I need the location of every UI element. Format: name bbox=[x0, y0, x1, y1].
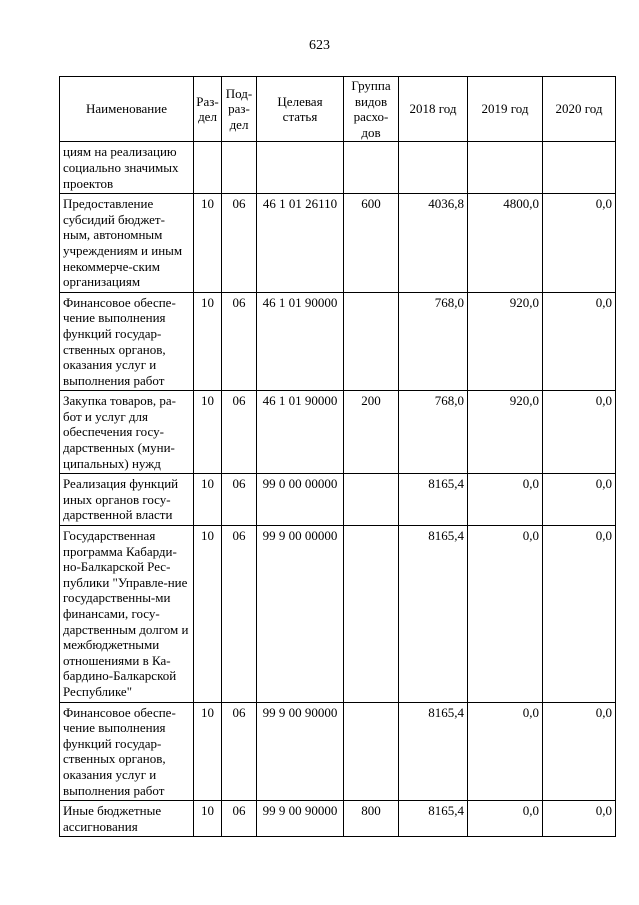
cell-razdel: 10 bbox=[194, 702, 222, 801]
cell-2020: 0,0 bbox=[543, 474, 616, 526]
cell-2018: 4036,8 bbox=[399, 194, 468, 293]
cell-2019 bbox=[468, 142, 543, 194]
cell-2018: 8165,4 bbox=[399, 702, 468, 801]
cell-group: 600 bbox=[344, 194, 399, 293]
cell-2019: 920,0 bbox=[468, 292, 543, 391]
header-podrazdel: Под- раз- дел bbox=[222, 77, 257, 142]
cell-target: 99 9 00 90000 bbox=[257, 801, 344, 837]
page-number: 623 bbox=[309, 38, 330, 53]
cell-podrazdel: 06 bbox=[222, 292, 257, 391]
cell-target: 46 1 01 90000 bbox=[257, 391, 344, 474]
cell-podrazdel: 06 bbox=[222, 702, 257, 801]
cell-2020: 0,0 bbox=[543, 292, 616, 391]
cell-2019: 0,0 bbox=[468, 526, 543, 703]
table-row bbox=[60, 702, 616, 801]
cell-2019: 0,0 bbox=[468, 801, 543, 837]
cell-group bbox=[344, 702, 399, 801]
budget-table bbox=[59, 76, 616, 837]
cell-name: Закупка товаров, ра-бот и услуг для обеспечения госу-дарственных (муни-ципальных) нужд bbox=[60, 391, 194, 474]
cell-razdel: 10 bbox=[194, 801, 222, 837]
cell-2018: 768,0 bbox=[399, 292, 468, 391]
cell-2020: 0,0 bbox=[543, 702, 616, 801]
cell-2020: 0,0 bbox=[543, 801, 616, 837]
cell-razdel: 10 bbox=[194, 526, 222, 703]
cell-razdel: 10 bbox=[194, 391, 222, 474]
cell-razdel: 10 bbox=[194, 292, 222, 391]
cell-name: Иные бюджетные ассигнования bbox=[60, 801, 194, 837]
cell-2019: 0,0 bbox=[468, 474, 543, 526]
table-row bbox=[60, 801, 616, 837]
header-group: Группа видов расхо- дов bbox=[344, 77, 399, 142]
header-2020: 2020 год bbox=[543, 77, 616, 142]
table-body bbox=[60, 142, 616, 837]
cell-razdel: 10 bbox=[194, 474, 222, 526]
header-2018: 2018 год bbox=[399, 77, 468, 142]
cell-name: Финансовое обеспе-чение выполнения функций государ-ственных органов, оказания услуг и выполнения работ bbox=[60, 292, 194, 391]
cell-2018 bbox=[399, 142, 468, 194]
cell-group bbox=[344, 292, 399, 391]
header-target: Целевая статья bbox=[257, 77, 344, 142]
cell-name: Предоставление субсидий бюджет-ным, автономным учреждениям и иным некоммерче-ским организациям bbox=[60, 194, 194, 293]
cell-podrazdel: 06 bbox=[222, 474, 257, 526]
cell-name: Финансовое обеспе-чение выполнения функций государ-ственных органов, оказания услуг и выполнения работ bbox=[60, 702, 194, 801]
cell-target: 99 0 00 00000 bbox=[257, 474, 344, 526]
cell-2019: 920,0 bbox=[468, 391, 543, 474]
cell-target: 99 9 00 00000 bbox=[257, 526, 344, 703]
cell-target: 99 9 00 90000 bbox=[257, 702, 344, 801]
table-row bbox=[60, 142, 616, 194]
cell-2018: 8165,4 bbox=[399, 474, 468, 526]
table-row bbox=[60, 292, 616, 391]
header-name: Наименование bbox=[60, 77, 194, 142]
cell-razdel bbox=[194, 142, 222, 194]
table-row bbox=[60, 526, 616, 703]
cell-2020: 0,0 bbox=[543, 391, 616, 474]
cell-2020: 0,0 bbox=[543, 526, 616, 703]
cell-target bbox=[257, 142, 344, 194]
cell-group: 800 bbox=[344, 801, 399, 837]
cell-2018: 8165,4 bbox=[399, 801, 468, 837]
header-row bbox=[60, 77, 616, 142]
cell-name: Реализация функций иных органов госу-дарственной власти bbox=[60, 474, 194, 526]
cell-2020: 0,0 bbox=[543, 194, 616, 293]
cell-target: 46 1 01 26110 bbox=[257, 194, 344, 293]
cell-group bbox=[344, 474, 399, 526]
cell-group bbox=[344, 142, 399, 194]
cell-2019: 4800,0 bbox=[468, 194, 543, 293]
cell-group: 200 bbox=[344, 391, 399, 474]
header-razdel: Раз- дел bbox=[194, 77, 222, 142]
cell-group bbox=[344, 526, 399, 703]
cell-2018: 8165,4 bbox=[399, 526, 468, 703]
cell-2020 bbox=[543, 142, 616, 194]
cell-target: 46 1 01 90000 bbox=[257, 292, 344, 391]
cell-name: Государственная программа Кабарди-но-Балкарской Рес-публики "Управле-ние государственны-ми финансами, госу-дарственным долгом и межбюджетными отношениями в Ка-бардино-Балкарской Республике" bbox=[60, 526, 194, 703]
cell-podrazdel: 06 bbox=[222, 391, 257, 474]
cell-2018: 768,0 bbox=[399, 391, 468, 474]
cell-podrazdel: 06 bbox=[222, 194, 257, 293]
cell-podrazdel bbox=[222, 142, 257, 194]
cell-razdel: 10 bbox=[194, 194, 222, 293]
table-row bbox=[60, 194, 616, 293]
cell-podrazdel: 06 bbox=[222, 526, 257, 703]
table-row bbox=[60, 391, 616, 474]
cell-name: циям на реализацию социально значимых проектов bbox=[60, 142, 194, 194]
cell-2019: 0,0 bbox=[468, 702, 543, 801]
cell-podrazdel: 06 bbox=[222, 801, 257, 837]
header-2019: 2019 год bbox=[468, 77, 543, 142]
table-row bbox=[60, 474, 616, 526]
